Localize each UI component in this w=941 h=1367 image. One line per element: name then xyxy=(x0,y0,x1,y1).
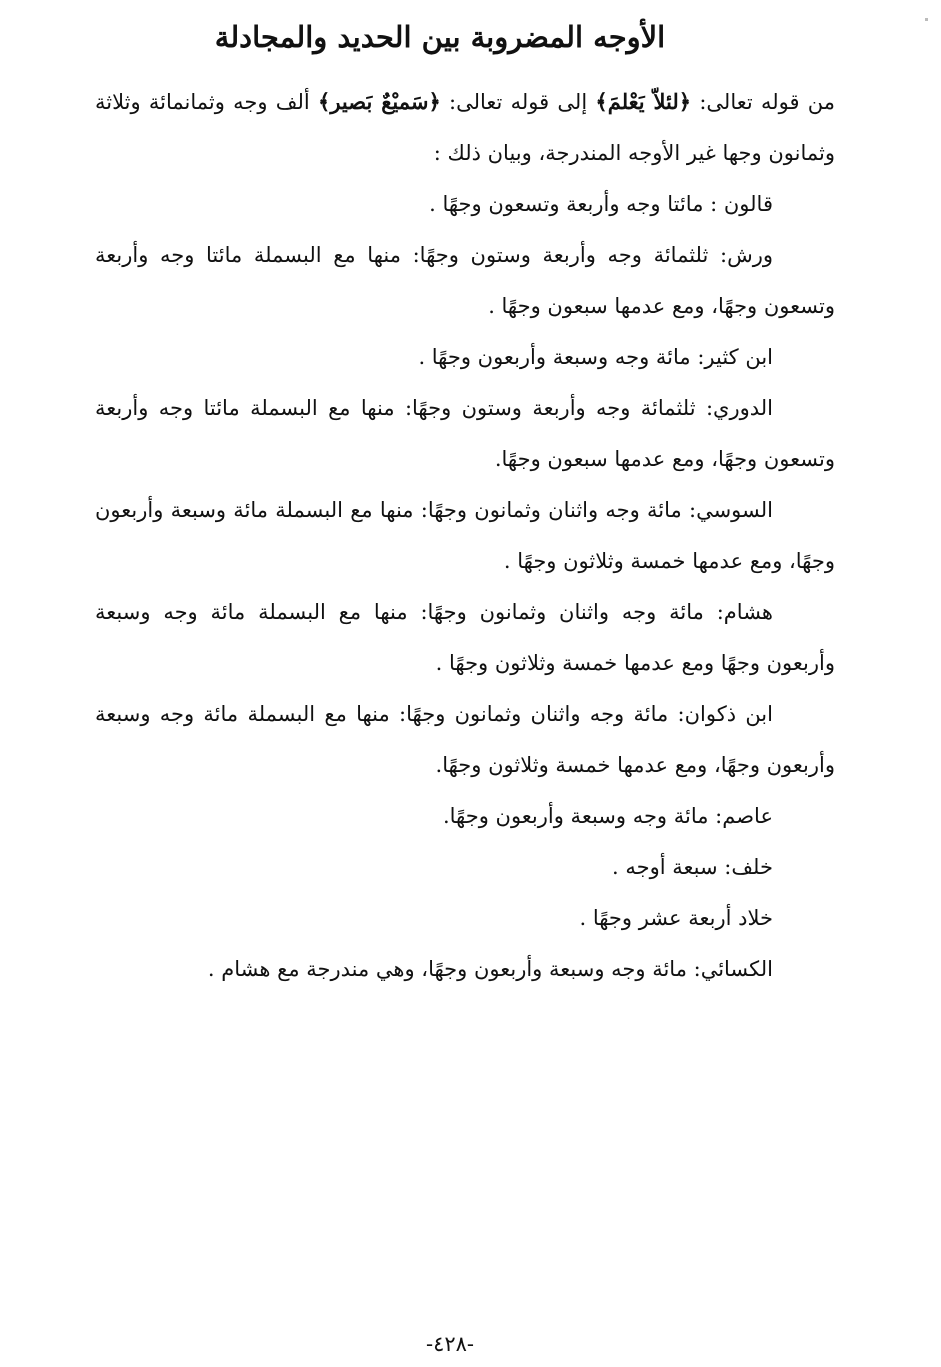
entry-al-susi: السوسي: مائة وجه واثنان وثمانون وجهًا: منها مع البسملة مائة وسبعة وأربعون وجهًا، ومع عدمها خمسة وثلاثون وجهًا . xyxy=(95,498,835,573)
entry-ibn-kathir: ابن كثير: مائة وجه وسبعة وأربعون وجهًا . xyxy=(418,345,773,369)
quran-quote-1: ﴿لئلاّ يَعْلمَ﴾ xyxy=(595,89,692,114)
scan-dot xyxy=(925,18,928,21)
page-number: -٤٢٨- xyxy=(425,1332,475,1356)
entry-qalun: قالون : مائتا وجه وأربعة وتسعون وجهًا . xyxy=(429,192,773,216)
entry-khalaf: خلف: سبعة أوجه . xyxy=(612,855,773,879)
entry-al-kisai: الكسائي: مائة وجه وسبعة وأربعون وجهًا، وهي مندرجة مع هشام . xyxy=(207,957,773,981)
intro-after: ألف وجه وثمانمائة وثلاثة وثمانون وجها غير الأوجه المندرجة، وبيان ذلك : xyxy=(95,90,835,165)
page-title: الأوجه المضروبة بين الحديد والمجادلة xyxy=(214,20,666,54)
entry-hisham: هشام: مائة وجه واثنان وثمانون وجهًا: منها مع البسملة مائة وجه وسبعة وأربعون وجهًا ومع عدمها خمسة وثلاثون وجهًا . xyxy=(95,600,835,675)
intro-middle: إلى قوله تعالى: xyxy=(440,90,596,114)
quran-quote-2: ﴿سَميْعٌ بَصير﴾ xyxy=(318,89,441,114)
entry-ibn-dhakwan: ابن ذكوان: مائة وجه واثنان وثمانون وجهًا: منها مع البسملة مائة وجه وسبعة وأربعون وجهًا، ومع عدمها خمسة وثلاثون وجهًا. xyxy=(95,702,835,777)
body-text xyxy=(95,76,835,995)
intro-before: من قوله تعالى: xyxy=(691,90,835,114)
entry-al-duri: الدوري: ثلثمائة وجه وأربعة وستون وجهًا: منها مع البسملة مائتا وجه وأربعة وتسعون وجهًا، ومع عدمها سبعون وجهًا. xyxy=(95,396,835,471)
entry-khallad: خلاد أربعة عشر وجهًا . xyxy=(579,906,773,930)
entry-warsh: ورش: ثلثمائة وجه وأربعة وستون وجهًا: منها مع البسملة مائتا وجه وأربعة وتسعون وجهًا، ومع عدمها سبعون وجهًا . xyxy=(95,243,835,318)
intro-paragraph xyxy=(95,76,835,179)
entry-asim: عاصم: مائة وجه وسبعة وأربعون وجهًا. xyxy=(442,804,773,828)
